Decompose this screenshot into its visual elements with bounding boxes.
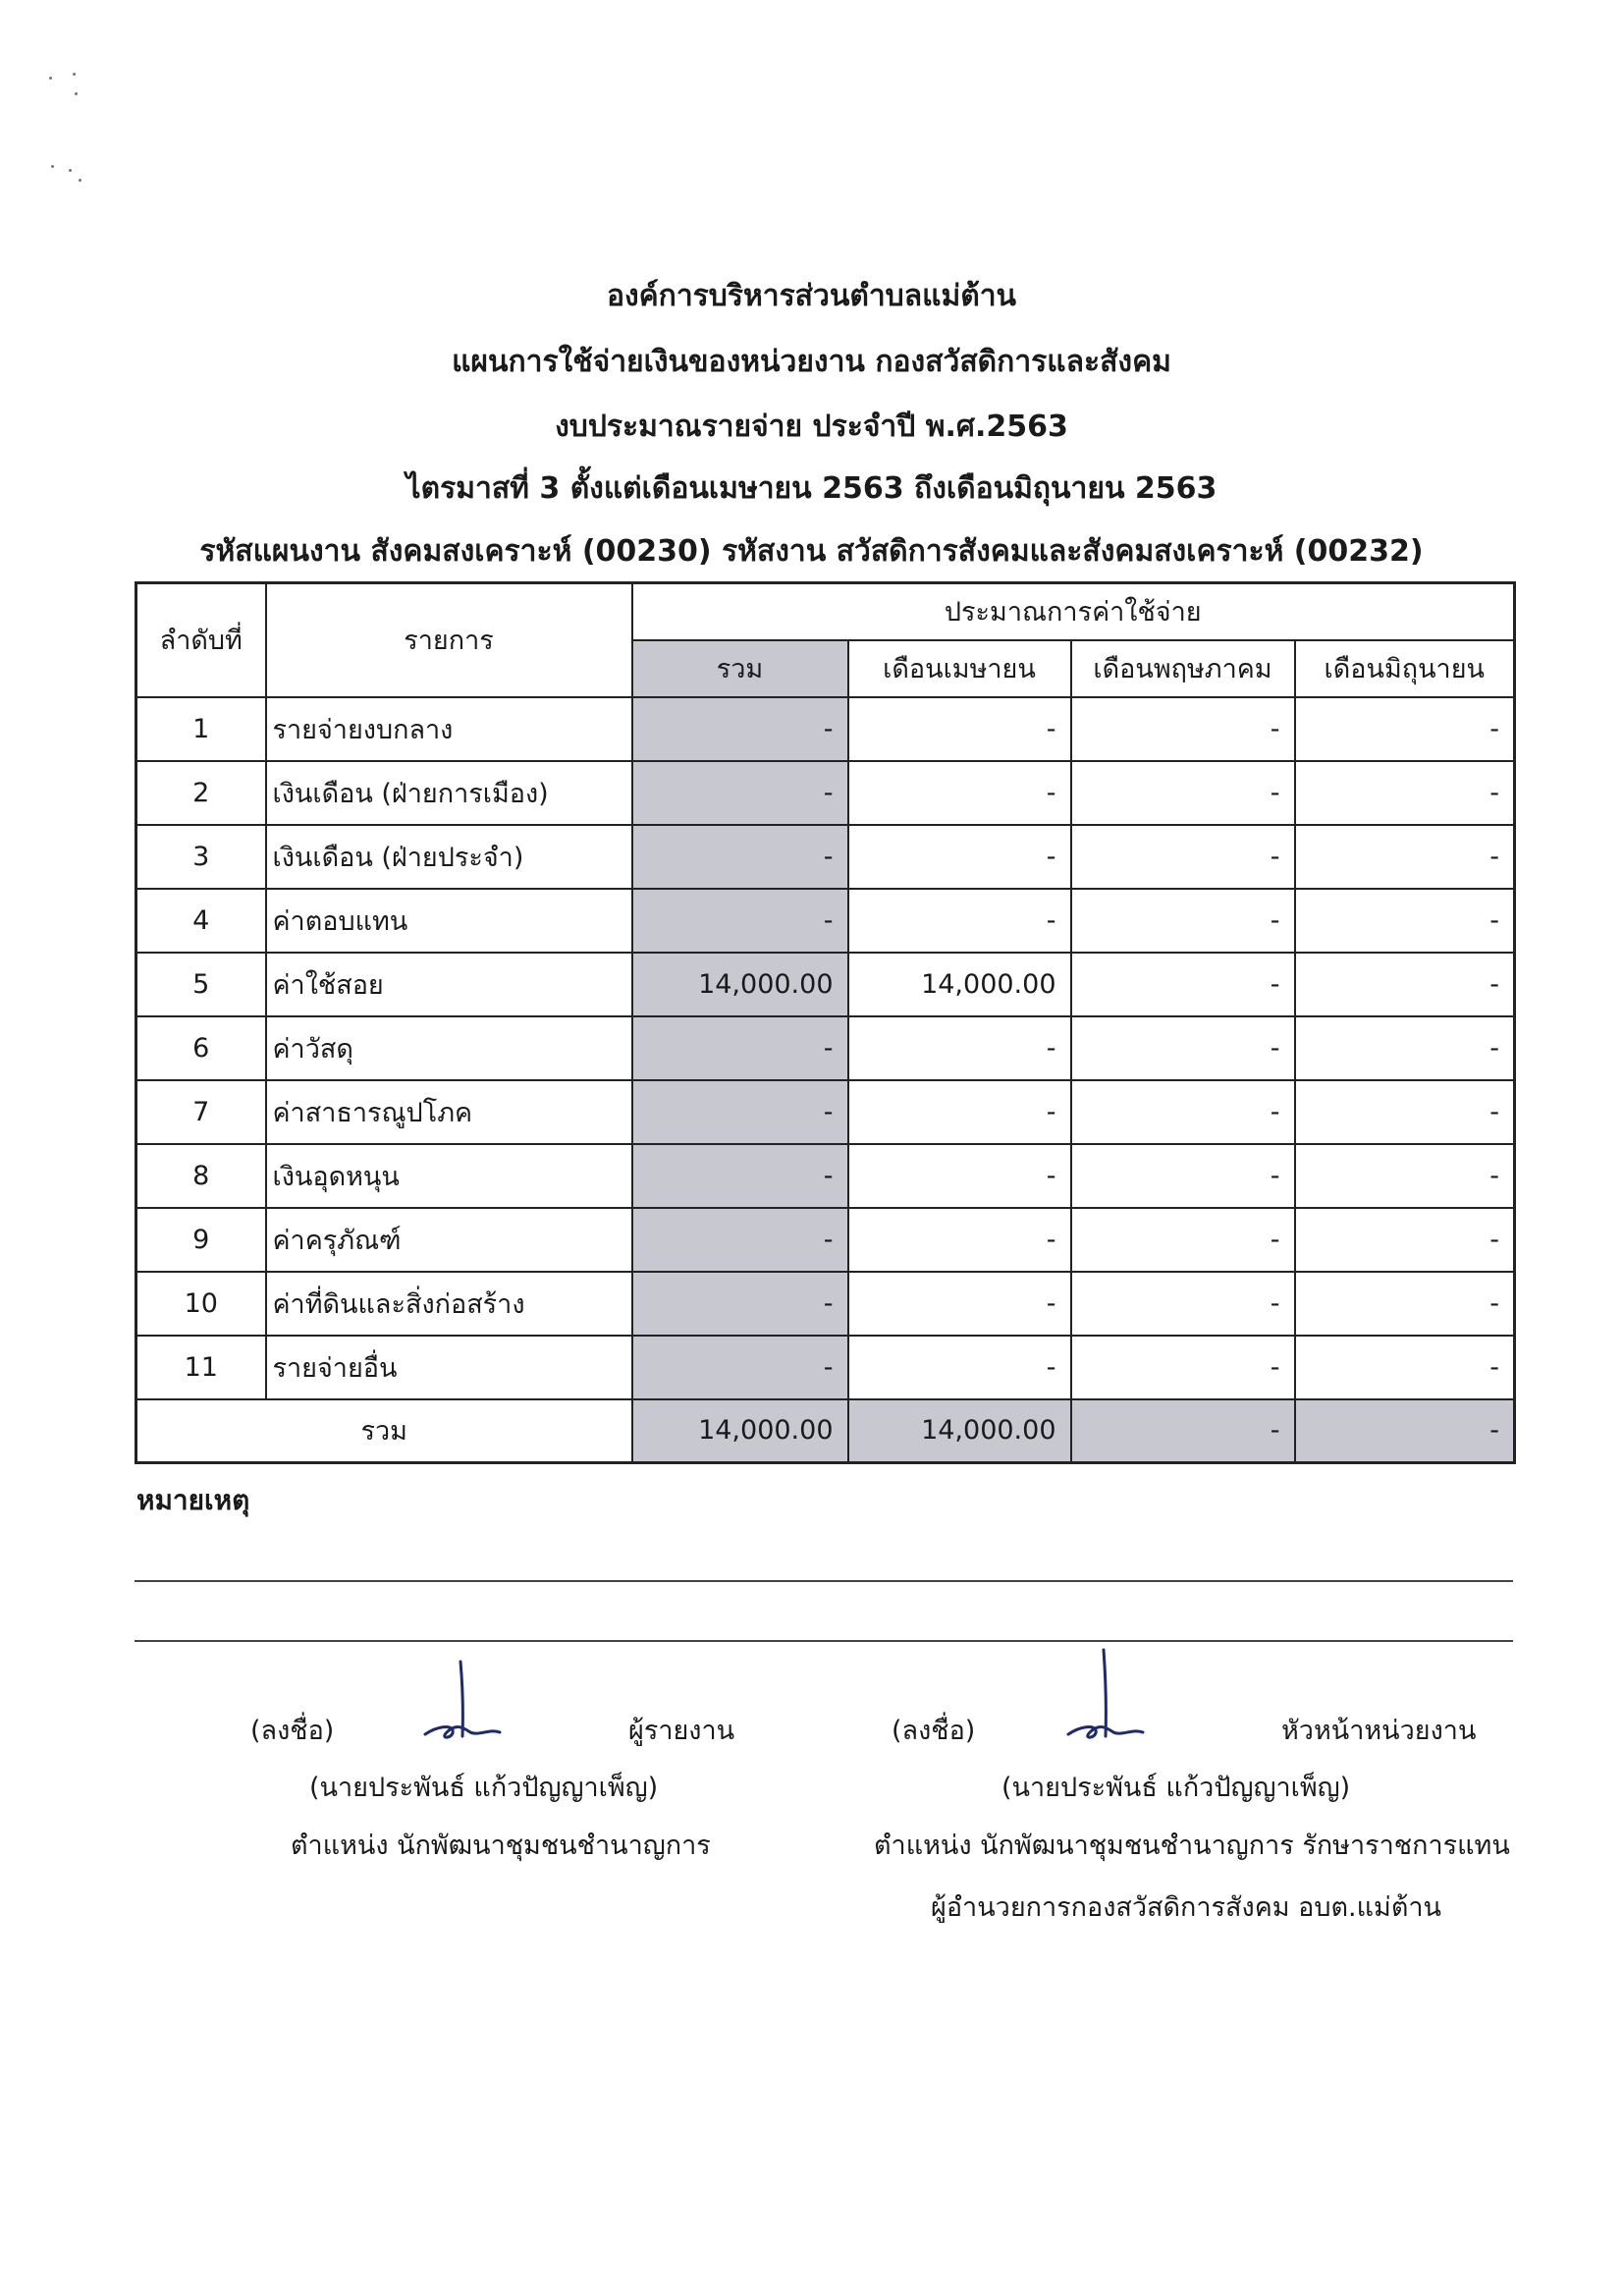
table-row [136,889,1515,953]
table-row [136,1272,1515,1336]
row-index: 7 [136,1080,266,1144]
right-position-line2: ผู้อำนวยการกองสวัสดิการสังคม อบต.แม่ต้าน [931,1892,1441,1923]
row-april: - [848,697,1071,761]
row-april: - [848,761,1071,825]
table-row [136,825,1515,889]
row-may: - [1071,1272,1295,1336]
col-header-total: รวม [632,640,848,697]
sum-total: 14,000.00 [632,1399,848,1463]
sum-april: 14,000.00 [848,1399,1071,1463]
row-may: - [1071,1208,1295,1272]
code-line: รหัสแผนงาน สังคมสงเคราะห์ (00230) รหัสงาน สวัสดิการสังคมและสังคมสงเคราะห์ (00232) [199,534,1424,569]
row-item: เงินอุดหนุน [266,1144,632,1208]
table-row [136,697,1515,761]
row-april: 14,000.00 [848,953,1071,1016]
sum-row [136,1399,1515,1463]
row-total: - [632,1080,848,1144]
row-april: - [848,1208,1071,1272]
row-april: - [848,825,1071,889]
row-june: - [1295,1208,1515,1272]
row-may: - [1071,1144,1295,1208]
row-june: - [1295,1080,1515,1144]
row-item: ค่าตอบแทน [266,889,632,953]
remark-line-2 [135,1640,1513,1642]
right-name: (นายประพันธ์ แก้วปัญญาเพ็ญ) [1001,1773,1351,1803]
plan-title: แผนการใช้จ่ายเงินของหน่วยงาน กองสวัสดิการและสังคม [452,345,1171,379]
col-header-june: เดือนมิถุนายน [1295,640,1515,697]
row-item: ค่าที่ดินและสิ่งก่อสร้าง [266,1272,632,1336]
table-row [136,1336,1515,1399]
row-item: ค่าครุภัณฑ์ [266,1208,632,1272]
right-signature-mark [1060,1648,1149,1758]
row-total: - [632,1336,848,1399]
row-may: - [1071,1336,1295,1399]
table-row [136,953,1515,1016]
row-total: - [632,761,848,825]
row-april: - [848,1016,1071,1080]
left-role: ผู้รายงาน [628,1716,735,1746]
row-total: - [632,1016,848,1080]
table-row [136,761,1515,825]
row-total: - [632,1144,848,1208]
row-may: - [1071,697,1295,761]
quarter-line: ไตรมาสที่ 3 ตั้งแต่เดือนเมษายน 2563 ถึงเดือนมิถุนายน 2563 [406,471,1217,506]
row-june: - [1295,953,1515,1016]
table-row [136,1144,1515,1208]
sum-label: รวม [136,1399,632,1463]
budget-line: งบประมาณรายจ่าย ประจำปี พ.ศ.2563 [555,410,1068,444]
left-name: (นายประพันธ์ แก้วปัญญาเพ็ญ) [309,1773,659,1803]
row-item: รายจ่ายงบกลาง [266,697,632,761]
right-position: ตำแหน่ง นักพัฒนาชุมชนชำนาญการ รักษาราชการแทน [874,1831,1510,1861]
row-april: - [848,889,1071,953]
row-total: - [632,889,848,953]
remark-line-1 [135,1580,1513,1582]
col-header-may: เดือนพฤษภาคม [1071,640,1295,697]
row-index: 10 [136,1272,266,1336]
row-index: 8 [136,1144,266,1208]
row-item: เงินเดือน (ฝ่ายประจำ) [266,825,632,889]
col-header-april: เดือนเมษายน [848,640,1071,697]
row-index: 9 [136,1208,266,1272]
row-index: 2 [136,761,266,825]
remark-label: หมายเหตุ [136,1484,250,1516]
row-item: ค่าสาธารณูปโภค [266,1080,632,1144]
row-index: 3 [136,825,266,889]
row-index: 4 [136,889,266,953]
row-index: 1 [136,697,266,761]
col-header-index: ลำดับที่ [136,583,266,697]
row-april: - [848,1336,1071,1399]
row-total: - [632,1272,848,1336]
row-june: - [1295,697,1515,761]
row-may: - [1071,953,1295,1016]
col-header-estimate: ประมาณการค่าใช้จ่าย [632,583,1515,640]
left-position: ตำแหน่ง นักพัฒนาชุมชนชำนาญการ [291,1831,711,1861]
row-april: - [848,1272,1071,1336]
row-index: 11 [136,1336,266,1399]
row-item: รายจ่ายอื่น [266,1336,632,1399]
left-signature-mark [417,1660,506,1758]
row-item: ค่าใช้สอย [266,953,632,1016]
row-index: 6 [136,1016,266,1080]
row-may: - [1071,825,1295,889]
row-may: - [1071,1016,1295,1080]
row-total: - [632,825,848,889]
col-header-item: รายการ [266,583,632,697]
left-sign-label: (ลงชื่อ) [250,1716,335,1746]
row-may: - [1071,761,1295,825]
row-june: - [1295,1272,1515,1336]
row-june: - [1295,889,1515,953]
row-june: - [1295,1016,1515,1080]
table-body [136,697,1515,1399]
row-april: - [848,1080,1071,1144]
table-row [136,1208,1515,1272]
right-sign-label: (ลงชื่อ) [892,1716,976,1746]
right-role: หัวหน้าหน่วยงาน [1281,1716,1477,1746]
row-index: 5 [136,953,266,1016]
row-june: - [1295,1336,1515,1399]
row-april: - [848,1144,1071,1208]
sum-june: - [1295,1399,1515,1463]
row-item: เงินเดือน (ฝ่ายการเมือง) [266,761,632,825]
budget-table [135,581,1516,1464]
row-june: - [1295,761,1515,825]
row-total: 14,000.00 [632,953,848,1016]
row-total: - [632,697,848,761]
row-total: - [632,1208,848,1272]
row-may: - [1071,1080,1295,1144]
row-june: - [1295,1144,1515,1208]
row-item: ค่าวัสดุ [266,1016,632,1080]
table-row [136,1080,1515,1144]
row-may: - [1071,889,1295,953]
sum-may: - [1071,1399,1295,1463]
row-june: - [1295,825,1515,889]
table-row [136,1016,1515,1080]
org-title: องค์การบริหารส่วนตำบลแม่ต้าน [606,279,1017,313]
